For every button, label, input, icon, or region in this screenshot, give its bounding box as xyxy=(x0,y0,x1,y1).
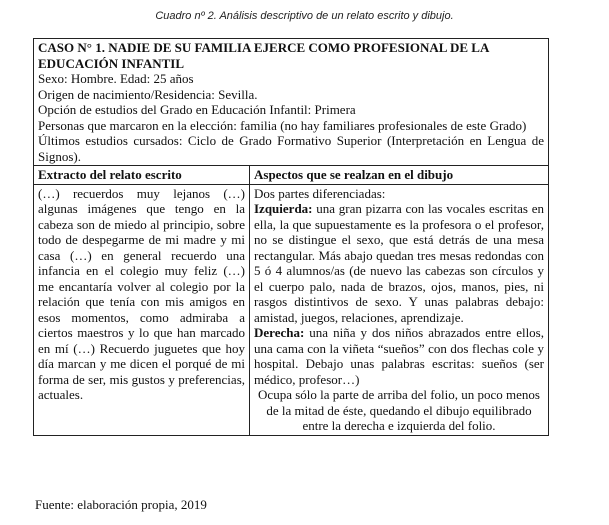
drawing-right-part xyxy=(254,325,544,387)
column-header-row xyxy=(34,166,549,185)
drawing-right-label: Derecha: xyxy=(254,325,305,340)
drawing-right-text: una niña y dos niños abrazados entre ellos, una cama con la viñeta “sueños” con dos flechas cole y hospital. Debajo unas palabras escritas: sueños (ser médico, profesor…) xyxy=(254,325,544,387)
content-row xyxy=(34,184,549,435)
drawing-layout-note: Ocupa sólo la parte de arriba del folio, un poco menos de la mitad de éste, quedando el dibujo equilibrado entre la derecha e izquierda del folio. xyxy=(258,387,540,433)
column-header-drawing-aspects: Aspectos que se realzan en el dibujo xyxy=(250,166,549,185)
case-header-row xyxy=(34,39,549,166)
case-detail-sex-age: Sexo: Hombre. Edad: 25 años xyxy=(38,71,194,86)
written-excerpt-text: (…) recuerdos muy lejanos (…) algunas imágenes que tengo en la cabeza son de miedo al principio, sobre todo de despegarme de mi madre y mi casa (…) en general recuerdo una infancia en el colegio muy feliz (…) me encantaría volver al colegio por la relación que tenía con mis amigos en esos momentos, como admiraba a ciertos maestros y lo que han marcado en mí (…) Recuerdo juguetes que hoy día marcan y me dicen el porqué de mi forma de ser, mis gustos y preferencias, actuales. xyxy=(34,184,250,435)
drawing-left-text: una gran pizarra con las vocales escritas en ella, la que supuestamente es la profesora o el profesor, no se distingue el sexo, que está detrás de una mesa rectangular. Más abajo quedan tres mesas redondas con 5 ó 4 alumnos/as (de nuevo las cabezas son círculos y el cuerpo palo, nada de brazos, ojos, manos, pies, ni rasgos distintivos de sexo. Y unas palabras debajo: amistad, juegos, relaciones, aprendizaje. xyxy=(254,201,544,325)
case-table xyxy=(33,38,549,436)
case-title: CASO N° 1. NADIE DE SU FAMILIA EJERCE COMO PROFESIONAL DE LA EDUCACIÓN INFANTIL xyxy=(38,40,489,71)
case-detail-influencers: Personas que marcaron en la elección: familia (no hay familiares profesionales de este Grado) xyxy=(38,117,527,133)
case-detail-last-studies: Últimos estudios cursados: Ciclo de Grado Formativo Superior (Interpretación en Lengua de Signos). xyxy=(38,133,544,164)
table-caption: Cuadro nº 2. Análisis descriptivo de un relato escrito y dibujo. xyxy=(155,10,454,22)
table-source: Fuente: elaboración propia, 2019 xyxy=(35,497,207,512)
case-header-cell xyxy=(34,39,549,166)
drawing-left-label: Izquierda: xyxy=(254,201,313,216)
column-header-written-excerpt: Extracto del relato escrito xyxy=(34,166,250,185)
drawing-left-part xyxy=(254,201,544,325)
drawing-aspects-cell xyxy=(250,184,549,435)
case-detail-study-option: Opción de estudios del Grado en Educación Infantil: Primera xyxy=(38,102,356,117)
drawing-intro: Dos partes diferenciadas: xyxy=(254,185,386,201)
case-detail-origin: Origen de nacimiento/Residencia: Sevilla. xyxy=(38,86,258,102)
